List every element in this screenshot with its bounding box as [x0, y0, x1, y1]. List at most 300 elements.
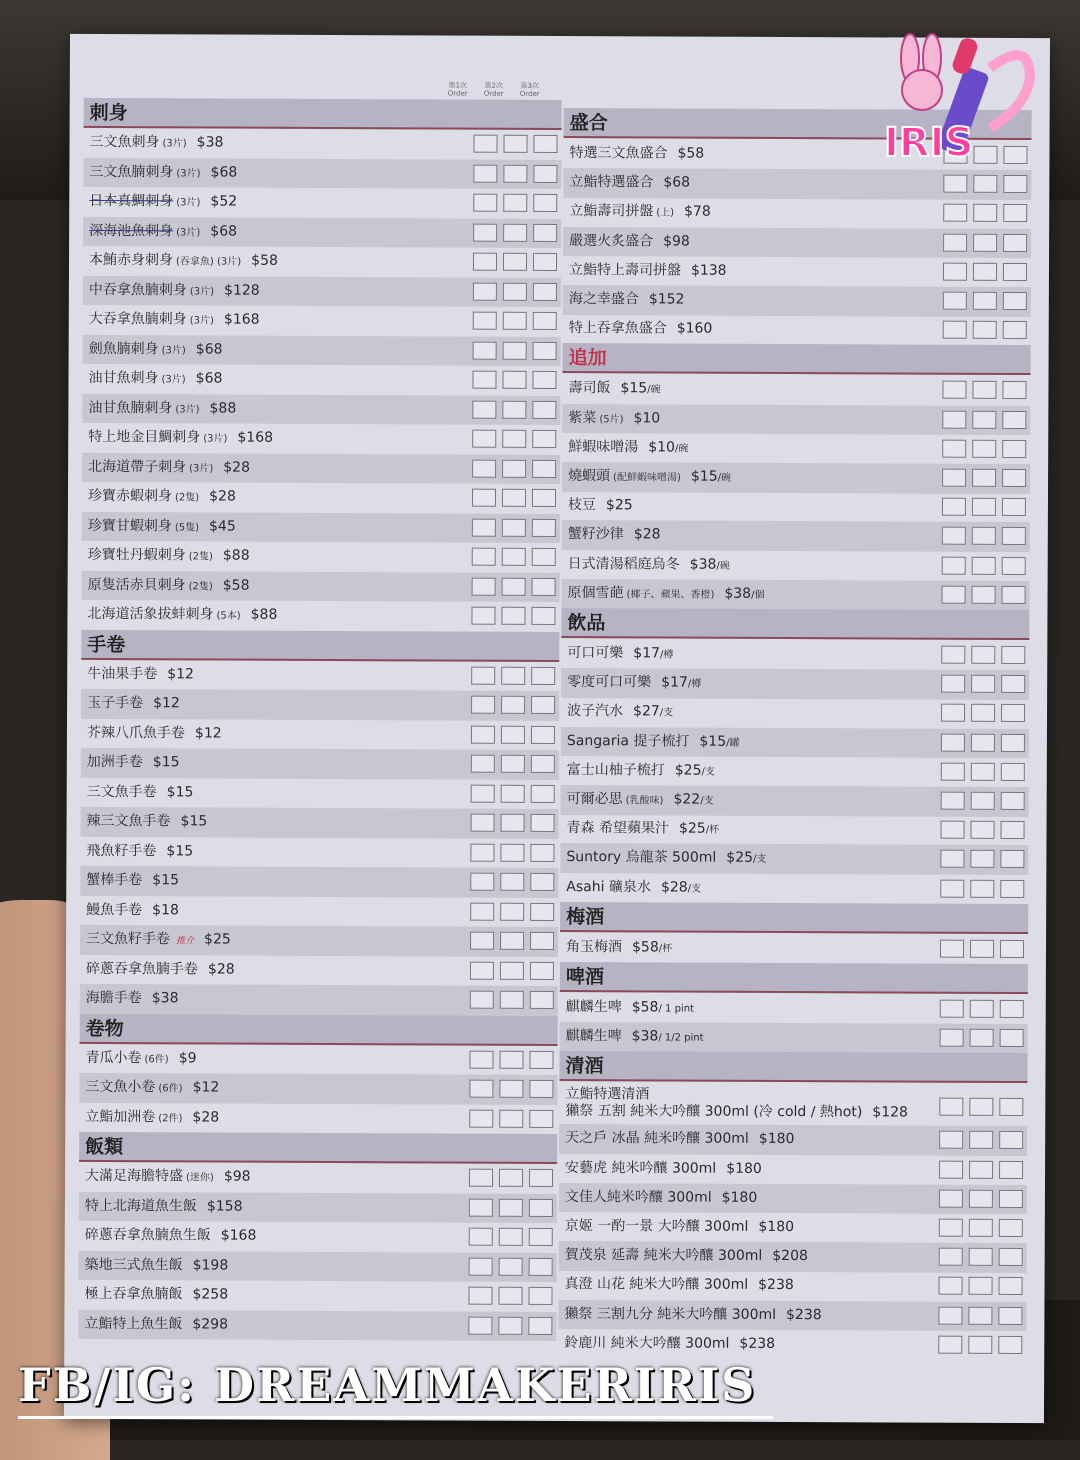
order-checkboxes [941, 762, 1025, 780]
order-checkboxes [941, 646, 1025, 664]
order-1-checkbox[interactable] [943, 321, 967, 339]
item-price: $12 [153, 695, 180, 712]
order-2-checkbox[interactable] [969, 1098, 993, 1116]
order-3-checkbox[interactable] [999, 1277, 1023, 1295]
order-3-checkbox[interactable] [532, 489, 556, 507]
order-2-checkbox[interactable] [498, 1287, 522, 1305]
order-checkboxes [472, 371, 556, 389]
item-unit: /碗 [647, 384, 661, 396]
order-2-checkbox[interactable] [503, 135, 527, 153]
item-name: 可爾必思 [566, 791, 623, 808]
order-1-checkbox[interactable] [942, 469, 966, 487]
item-name: 三文魚手卷 [86, 783, 157, 800]
order-3-checkbox[interactable] [1000, 850, 1024, 868]
order-2-checkbox[interactable] [500, 991, 524, 1009]
order-3-checkbox[interactable] [531, 725, 555, 743]
order-1-checkbox[interactable] [470, 932, 494, 950]
order-3-checkbox[interactable] [532, 430, 556, 448]
order-checkboxes [473, 194, 557, 212]
order-3-checkbox[interactable] [531, 607, 555, 625]
item-name: 深海池魚刺身 [89, 222, 174, 239]
order-3-checkbox[interactable] [1003, 321, 1027, 339]
item-price: $168 [237, 429, 274, 446]
order-3-checkbox[interactable] [1001, 704, 1025, 722]
order-3-checkbox[interactable] [1003, 292, 1027, 310]
order-1-checkbox[interactable] [470, 843, 494, 861]
menu-item-row [562, 491, 1030, 523]
order-2-checkbox[interactable] [503, 341, 527, 359]
recommend-tag: 推介 [176, 936, 195, 947]
order-1-checkbox[interactable] [470, 961, 494, 979]
order-1-checkbox[interactable] [472, 548, 496, 566]
item-price: $25 [605, 497, 633, 514]
order-3-checkbox[interactable] [1001, 734, 1025, 752]
order-1-checkbox[interactable] [939, 1160, 963, 1178]
menu-item-row [562, 462, 1030, 494]
order-2-checkbox[interactable] [969, 1248, 993, 1266]
order-1-checkbox[interactable] [941, 821, 965, 839]
order-2-checkbox[interactable] [499, 1169, 523, 1187]
item-price: $198 [192, 1256, 229, 1274]
order-3-checkbox[interactable] [998, 1336, 1022, 1354]
order-3-checkbox[interactable] [530, 932, 554, 950]
order-2-checkbox[interactable] [971, 733, 995, 751]
order-2-checkbox[interactable] [499, 1109, 523, 1127]
menu-item-row [83, 216, 561, 248]
order-checkboxes [471, 755, 555, 773]
order-1-checkbox[interactable] [942, 410, 966, 428]
order-3-checkbox[interactable] [999, 1098, 1023, 1116]
order-2-checkbox[interactable] [501, 666, 525, 684]
order-3-checkbox[interactable] [528, 1287, 552, 1305]
order-2-checkbox[interactable] [973, 175, 997, 193]
order-3-checkbox[interactable] [1002, 586, 1026, 604]
order-3-checkbox[interactable] [1001, 646, 1025, 664]
order-checkboxes [473, 341, 557, 359]
order-1-checkbox[interactable] [469, 1257, 493, 1275]
order-1-checkbox[interactable] [942, 585, 966, 603]
order-3-checkbox[interactable] [1003, 263, 1027, 281]
order-2-checkbox[interactable] [502, 489, 526, 507]
order-1-checkbox[interactable] [940, 879, 964, 897]
item-name: 燒蝦頭 [568, 468, 611, 485]
menu-item-row [562, 550, 1030, 582]
item-unit: /支 [701, 766, 715, 778]
item-note: (6件) [158, 1083, 183, 1095]
order-2-checkbox[interactable] [968, 1306, 992, 1324]
order-1-checkbox[interactable] [473, 135, 497, 153]
order-2-checkbox[interactable] [970, 1029, 994, 1047]
order-2-checkbox[interactable] [500, 902, 524, 920]
order-2-checkbox[interactable] [501, 607, 525, 625]
order-2-checkbox[interactable] [972, 527, 996, 545]
order-1-checkbox[interactable] [943, 204, 967, 222]
order-checkboxes [472, 577, 556, 595]
order-1-checkbox[interactable] [938, 1306, 962, 1324]
order-1-checkbox[interactable] [942, 527, 966, 545]
order-3-checkbox[interactable] [1000, 1029, 1024, 1047]
order-2-checkbox[interactable] [973, 204, 997, 222]
item-price: $25 [678, 820, 706, 837]
item-price: $27 [633, 703, 660, 720]
order-3-checkbox[interactable] [532, 548, 556, 566]
order-3-checkbox[interactable] [531, 755, 555, 773]
order-1-checkbox[interactable] [472, 577, 496, 595]
order-checkboxes [471, 666, 555, 684]
menu-item-row [82, 452, 560, 484]
order-2-checkbox[interactable] [503, 282, 527, 300]
item-note: (2隻) [188, 580, 213, 592]
order-2-checkbox[interactable] [971, 763, 995, 781]
order-2-checkbox[interactable] [499, 1050, 523, 1068]
order-1-checkbox[interactable] [471, 696, 495, 714]
order-2-checkbox[interactable] [499, 1198, 523, 1216]
order-1-checkbox[interactable] [941, 733, 965, 751]
order-3-checkbox[interactable] [529, 1050, 553, 1068]
order-3-checkbox[interactable] [1002, 527, 1026, 545]
order-3-checkbox[interactable] [532, 371, 556, 389]
order-1-checkbox[interactable] [471, 666, 495, 684]
order-checkboxes [470, 961, 554, 979]
order-1-checkbox[interactable] [473, 164, 497, 182]
order-3-checkbox[interactable] [533, 164, 557, 182]
order-3-checkbox[interactable] [1003, 204, 1027, 222]
order-3-checkbox[interactable] [998, 1307, 1022, 1325]
order-1-checkbox[interactable] [938, 1335, 962, 1353]
order-1-checkbox[interactable] [469, 1169, 493, 1187]
order-1-checkbox[interactable] [469, 1050, 493, 1068]
order-2-checkbox[interactable] [502, 577, 526, 595]
order-3-checkbox[interactable] [530, 843, 554, 861]
order-3-checkbox[interactable] [1002, 381, 1026, 399]
item-note: (3片) [189, 462, 214, 474]
order-2-checkbox[interactable] [970, 940, 994, 958]
order-2-checkbox[interactable] [502, 518, 526, 536]
item-name: 劍魚腩刺身 [88, 340, 159, 357]
menu-item-row [563, 314, 1031, 346]
item-price: $180 [726, 1160, 762, 1177]
order-1-checkbox[interactable] [943, 175, 967, 193]
order-3-checkbox[interactable] [999, 1161, 1023, 1179]
order-checkboxes [941, 704, 1025, 722]
order-3-checkbox[interactable] [529, 1257, 553, 1275]
item-price: $15 [699, 733, 727, 750]
order-2-checkbox[interactable] [973, 263, 997, 281]
item-name: 原個雪葩 [567, 584, 624, 602]
order-1-checkbox[interactable] [941, 675, 965, 693]
order-3-checkbox[interactable] [533, 312, 557, 330]
order-2-checkbox[interactable] [502, 459, 526, 477]
item-price: $88 [250, 606, 278, 623]
order-2-checkbox[interactable] [970, 1000, 994, 1018]
order-3-checkbox[interactable] [530, 961, 554, 979]
order-1-checkbox[interactable] [471, 755, 495, 773]
order-header-3: 第3次 Order [519, 81, 540, 98]
order-3-checkbox[interactable] [529, 1198, 553, 1216]
order-1-checkbox[interactable] [939, 1219, 963, 1237]
order-3-checkbox[interactable] [533, 135, 557, 153]
order-3-checkbox[interactable] [1003, 234, 1027, 252]
item-price: $15 [166, 842, 194, 859]
order-1-checkbox[interactable] [939, 1248, 963, 1266]
order-2-checkbox[interactable] [501, 696, 525, 714]
order-2-checkbox[interactable] [969, 1219, 993, 1237]
item-price: $98 [223, 1168, 251, 1185]
order-3-checkbox[interactable] [533, 341, 557, 359]
order-3-checkbox[interactable] [1002, 498, 1026, 516]
item-price: $152 [648, 291, 685, 308]
item-price: $68 [663, 174, 691, 191]
order-2-checkbox[interactable] [500, 932, 524, 950]
order-3-checkbox[interactable] [529, 1169, 553, 1187]
order-1-checkbox[interactable] [469, 1109, 493, 1127]
item-name: 大吞拿魚腩刺身 [88, 310, 187, 328]
order-3-checkbox[interactable] [999, 1131, 1023, 1149]
order-2-checkbox[interactable] [501, 814, 525, 832]
item-note: (5片) [599, 413, 624, 425]
order-2-checkbox[interactable] [971, 704, 995, 722]
order-3-checkbox[interactable] [1003, 175, 1027, 193]
order-3-checkbox[interactable] [532, 577, 556, 595]
order-2-checkbox[interactable] [502, 371, 526, 389]
order-1-checkbox[interactable] [473, 282, 497, 300]
menu-item-row [80, 836, 558, 868]
order-1-checkbox[interactable] [469, 1080, 493, 1098]
order-3-checkbox[interactable] [533, 223, 557, 241]
order-checkboxes [942, 439, 1026, 457]
order-2-checkbox[interactable] [972, 586, 996, 604]
order-2-checkbox[interactable] [969, 1277, 993, 1295]
order-1-checkbox[interactable] [941, 762, 965, 780]
order-3-checkbox[interactable] [999, 1248, 1023, 1266]
order-checkboxes [470, 873, 554, 891]
item-note: (2件) [158, 1112, 183, 1124]
order-2-checkbox[interactable] [972, 556, 996, 574]
menu-item-row [79, 1191, 557, 1223]
order-1-checkbox[interactable] [473, 223, 497, 241]
menu-item-row [83, 246, 561, 278]
order-3-checkbox[interactable] [1001, 763, 1025, 781]
item-price: $78 [684, 203, 711, 221]
order-1-checkbox[interactable] [470, 873, 494, 891]
order-3-checkbox[interactable] [1000, 821, 1024, 839]
order-2-checkbox[interactable] [973, 233, 997, 251]
order-3-checkbox[interactable] [530, 902, 554, 920]
item-name: 油甘魚刺身 [88, 369, 159, 387]
menu-item-row [80, 866, 558, 898]
order-checkboxes [940, 939, 1024, 957]
menu-item-row [562, 520, 1030, 552]
order-1-checkbox[interactable] [471, 784, 495, 802]
item-price: $168 [220, 1227, 257, 1244]
order-1-checkbox[interactable] [469, 1198, 493, 1216]
order-2-checkbox[interactable] [972, 410, 996, 428]
order-checkboxes [471, 784, 555, 802]
order-1-checkbox[interactable] [942, 556, 966, 574]
order-3-checkbox[interactable] [531, 814, 555, 832]
order-1-checkbox[interactable] [472, 459, 496, 477]
order-1-checkbox[interactable] [941, 792, 965, 810]
order-1-checkbox[interactable] [939, 1098, 963, 1116]
order-3-checkbox[interactable] [1000, 880, 1024, 898]
order-3-checkbox[interactable] [532, 459, 556, 477]
menu-item-row [558, 1270, 1026, 1302]
order-2-checkbox[interactable] [973, 321, 997, 339]
order-2-checkbox[interactable] [970, 850, 994, 868]
menu-item-row [81, 718, 559, 750]
order-1-checkbox[interactable] [940, 1029, 964, 1047]
order-2-checkbox[interactable] [970, 879, 994, 897]
order-2-checkbox[interactable] [501, 725, 525, 743]
order-3-checkbox[interactable] [1002, 411, 1026, 429]
order-1-checkbox[interactable] [940, 850, 964, 868]
order-3-checkbox[interactable] [1002, 440, 1026, 458]
order-3-checkbox[interactable] [532, 400, 556, 418]
order-checkboxes [472, 548, 556, 566]
order-3-checkbox[interactable] [529, 1228, 553, 1246]
order-1-checkbox[interactable] [473, 312, 497, 330]
item-name: 辣三文魚手卷 [86, 812, 171, 830]
order-1-checkbox[interactable] [473, 253, 497, 271]
order-1-checkbox[interactable] [468, 1287, 492, 1305]
menu-item-row [83, 334, 561, 366]
order-1-checkbox[interactable] [472, 518, 496, 536]
order-3-checkbox[interactable] [1002, 557, 1026, 575]
order-3-checkbox[interactable] [1000, 940, 1024, 958]
order-2-checkbox[interactable] [969, 1131, 993, 1149]
order-3-checkbox[interactable] [532, 518, 556, 536]
item-note: (乳酸味) [625, 795, 664, 807]
item-price: $238 [785, 1306, 822, 1323]
order-2-checkbox[interactable] [503, 253, 527, 271]
menu-item-row [78, 1280, 556, 1312]
order-2-checkbox[interactable] [969, 1160, 993, 1178]
order-2-checkbox[interactable] [500, 961, 524, 979]
order-1-checkbox[interactable] [942, 498, 966, 516]
order-2-checkbox[interactable] [503, 223, 527, 241]
order-3-checkbox[interactable] [1000, 1000, 1024, 1018]
order-2-checkbox[interactable] [972, 381, 996, 399]
order-3-checkbox[interactable] [1001, 792, 1025, 810]
order-3-checkbox[interactable] [533, 194, 557, 212]
order-3-checkbox[interactable] [528, 1316, 552, 1334]
order-1-checkbox[interactable] [471, 607, 495, 625]
order-2-checkbox[interactable] [971, 821, 995, 839]
order-1-checkbox[interactable] [470, 991, 494, 1009]
order-2-checkbox[interactable] [502, 430, 526, 448]
order-1-checkbox[interactable] [939, 1131, 963, 1149]
menu-item-row [79, 1043, 557, 1075]
order-3-checkbox[interactable] [533, 253, 557, 271]
order-1-checkbox[interactable] [939, 1277, 963, 1295]
item-name: 壽司飯 [568, 380, 611, 397]
order-1-checkbox[interactable] [943, 262, 967, 280]
order-2-checkbox[interactable] [498, 1316, 522, 1334]
item-unit: / 1 pint [658, 1003, 694, 1015]
order-2-checkbox[interactable] [969, 1190, 993, 1208]
order-2-checkbox[interactable] [971, 792, 995, 810]
order-1-checkbox[interactable] [940, 939, 964, 957]
order-1-checkbox[interactable] [941, 704, 965, 722]
order-2-checkbox[interactable] [973, 292, 997, 310]
order-3-checkbox[interactable] [529, 1109, 553, 1127]
order-3-checkbox[interactable] [530, 991, 554, 1009]
order-2-checkbox[interactable] [971, 675, 995, 693]
order-3-checkbox[interactable] [530, 873, 554, 891]
order-2-checkbox[interactable] [499, 1228, 523, 1246]
order-3-checkbox[interactable] [999, 1190, 1023, 1208]
order-3-checkbox[interactable] [531, 696, 555, 714]
logo-wordmark: IRIS [884, 120, 974, 166]
item-price: $298 [192, 1315, 229, 1333]
order-1-checkbox[interactable] [472, 489, 496, 507]
order-1-checkbox[interactable] [471, 725, 495, 743]
order-1-checkbox[interactable] [472, 400, 496, 418]
order-2-checkbox[interactable] [503, 194, 527, 212]
order-2-checkbox[interactable] [501, 755, 525, 773]
order-2-checkbox[interactable] [972, 469, 996, 487]
order-2-checkbox[interactable] [503, 312, 527, 330]
order-3-checkbox[interactable] [531, 784, 555, 802]
order-1-checkbox[interactable] [941, 646, 965, 664]
order-2-checkbox[interactable] [500, 843, 524, 861]
item-price: $25 [204, 931, 231, 948]
order-1-checkbox[interactable] [468, 1316, 492, 1334]
order-1-checkbox[interactable] [942, 381, 966, 399]
order-2-checkbox[interactable] [501, 784, 525, 802]
order-3-checkbox[interactable] [529, 1080, 553, 1098]
menu-item-row [561, 727, 1029, 759]
order-2-checkbox[interactable] [502, 548, 526, 566]
order-1-checkbox[interactable] [939, 1189, 963, 1207]
order-1-checkbox[interactable] [469, 1228, 493, 1246]
menu-item-row [79, 1162, 557, 1194]
order-2-checkbox[interactable] [502, 400, 526, 418]
order-2-checkbox[interactable] [499, 1257, 523, 1275]
menu-item-row [562, 433, 1030, 465]
order-3-checkbox[interactable] [1002, 469, 1026, 487]
order-3-checkbox[interactable] [531, 666, 555, 684]
order-2-checkbox[interactable] [503, 164, 527, 182]
order-1-checkbox[interactable] [471, 814, 495, 832]
order-1-checkbox[interactable] [470, 902, 494, 920]
order-3-checkbox[interactable] [533, 282, 557, 300]
item-name: 枝豆 [567, 497, 596, 514]
order-1-checkbox[interactable] [942, 439, 966, 457]
order-1-checkbox[interactable] [943, 292, 967, 310]
item-name: 麒麟生啤 [565, 999, 622, 1016]
order-2-checkbox[interactable] [972, 498, 996, 516]
order-2-checkbox[interactable] [972, 440, 996, 458]
menu-item-row [563, 256, 1031, 288]
item-name: 珍寶甘蝦刺身 [87, 517, 172, 534]
order-1-checkbox[interactable] [940, 1000, 964, 1018]
order-2-checkbox[interactable] [499, 1080, 523, 1098]
menu-item-row [79, 1221, 557, 1253]
item-name: 立鮨壽司拼盤 [569, 203, 654, 220]
order-1-checkbox[interactable] [472, 371, 496, 389]
order-2-checkbox[interactable] [968, 1336, 992, 1354]
order-1-checkbox[interactable] [473, 194, 497, 212]
order-1-checkbox[interactable] [472, 430, 496, 448]
order-1-checkbox[interactable] [943, 233, 967, 251]
menu-item-row [80, 984, 558, 1016]
order-1-checkbox[interactable] [473, 341, 497, 359]
order-3-checkbox[interactable] [999, 1219, 1023, 1237]
order-2-checkbox[interactable] [500, 873, 524, 891]
order-2-checkbox[interactable] [971, 646, 995, 664]
order-3-checkbox[interactable] [1001, 675, 1025, 693]
